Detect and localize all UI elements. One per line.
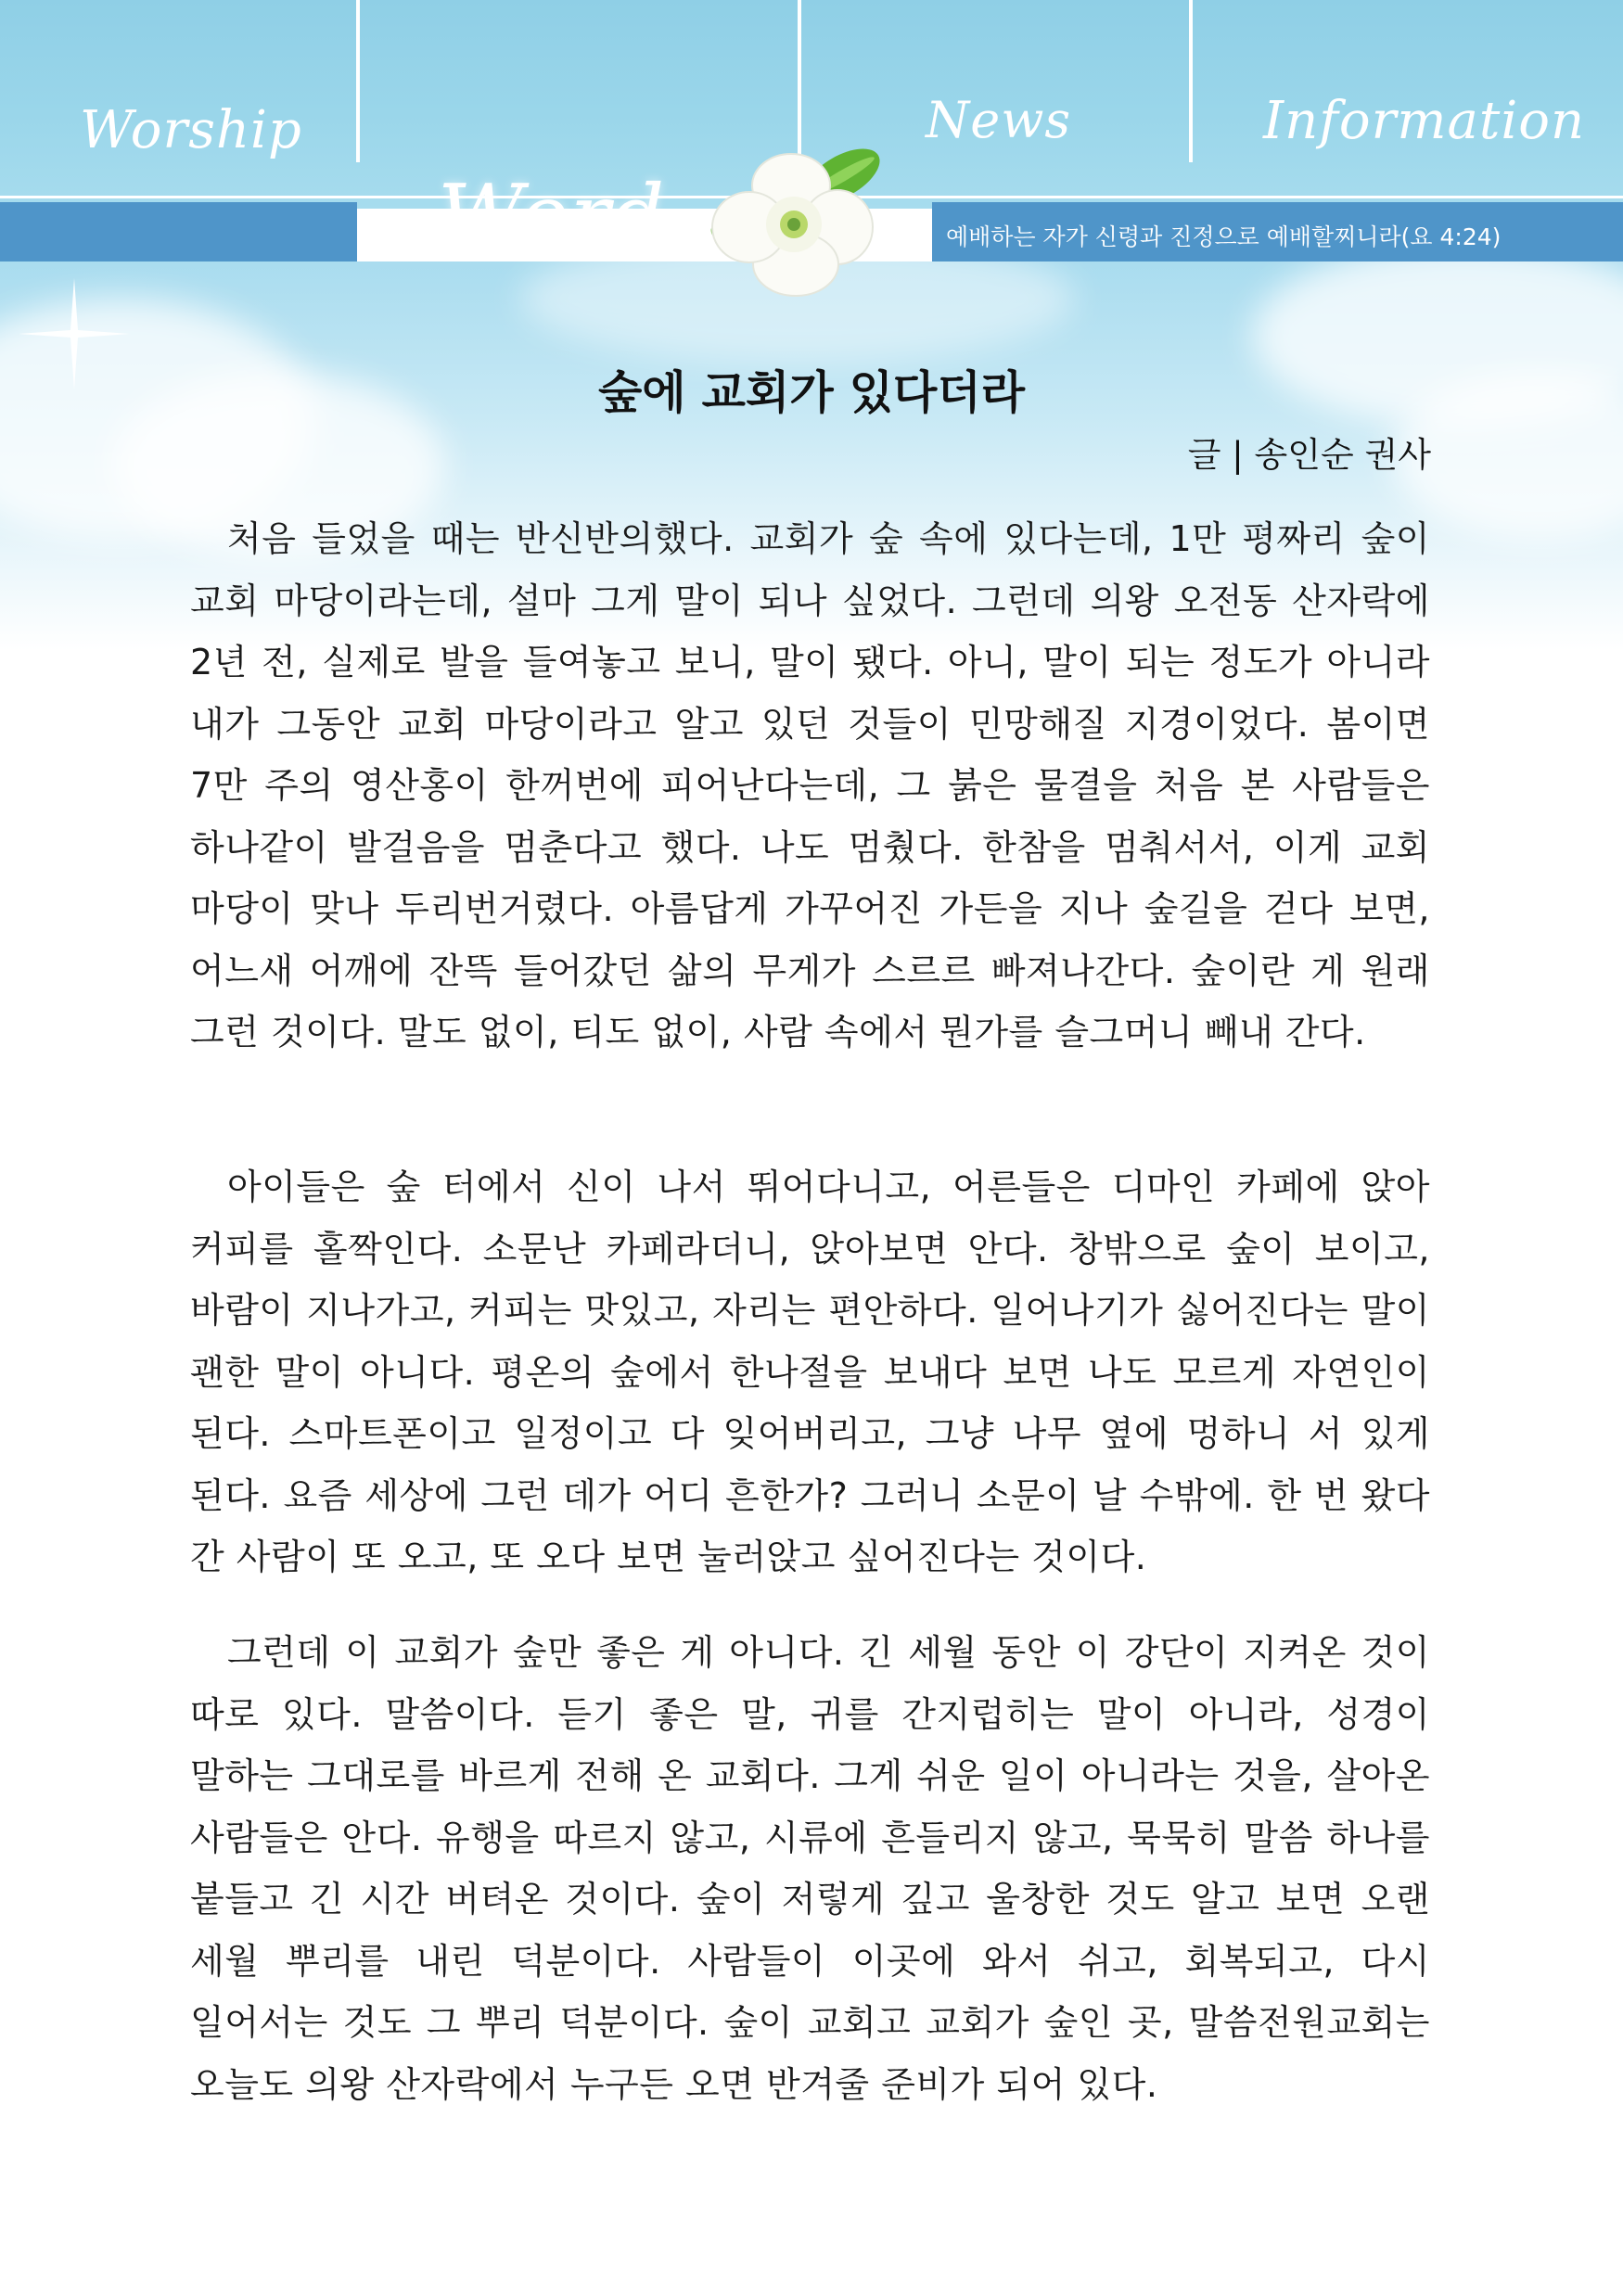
banner-divider <box>798 0 801 162</box>
article-paragraph: 아이들은 숲 터에서 신이 나서 뛰어다니고, 어른들은 디마인 카페에 앉아 커피를 홀짝인다. 소문난 카페라더니, 앉아보면 안다. 창밖으로 숲이 보이고, 바람이 지나가고, 커피는 맛있고, 자리는 편안하다. 일어나기가 싫어진다는 말이 괜한 말이 아니다. 평온의 숲에서 한나절을 보내다 보면 나도 모르게 자연인이 된다. 스마트폰이고 일정이고 다 잊어버리고, 그냥 나무 옆에 멍하니 서 있게 된다. 요즘 세상에 그런 데가 어디 흔한가? 그러니 소문이 날 수밖에. 한 번 왔다 간 사람이 또 오고, 또 오다 보면 눌러앉고 싶어진다는 것이다. <box>190 1167 1430 1577</box>
nav-information[interactable]: Information <box>1263 91 1586 151</box>
nav-news[interactable]: News <box>926 91 1072 149</box>
flower-icon <box>703 139 898 306</box>
nav-worship[interactable]: Worship <box>80 100 302 160</box>
banner-divider <box>1189 0 1193 162</box>
article-byline: 글 | 송인순 권사 <box>1187 435 1431 475</box>
header-verse: 예배하는 자가 신령과 진정으로 예배할찌니라(요 4:24) <box>946 223 1502 250</box>
article-paragraph: 처음 들었을 때는 반신반의했다. 교회가 숲 속에 있다는데, 1만 평짜리 숲이 교회 마당이라는데, 설마 그게 말이 되나 싶었다. 그런데 의왕 오전동 산자락에 2년 전, 실제로 발을 들여놓고 보니, 말이 됐다. 아니, 말이 되는 정도가 아니라 내가 그동안 교회 마당이라고 알고 있던 것들이 민망해질 지경이었다. 봄이면 7만 주의 영산홍이 한꺼번에 피어난다는데, 그 붉은 물결을 처음 본 사람들은 하나같이 발걸음을 멈춘다고 했다. 나도 멈췄다. 한참을 멈춰서서, 이게 교회 마당이 맞나 두리번거렸다. 아름답게 가꾸어진 가든을 지나 숲길을 걷다 보면, 어느새 어깨에 잔뜩 들어갔던 삶의 무게가 스르르 빠져나간다. 숲이란 게 원래 그런 것이다. 말도 없이, 티도 없이, 사람 속에서 뭔가를 슬그머니 빼내 간다. <box>190 518 1430 1052</box>
nav-word[interactable]: Word <box>438 167 666 264</box>
article-paragraph: 그런데 이 교회가 숲만 좋은 게 아니다. 긴 세월 동안 이 강단이 지켜온 것이 따로 있다. 말씀이다. 듣기 좋은 말, 귀를 간지럽히는 말이 아니라, 성경이 말하는 그대로를 바르게 전해 온 교회다. 그게 쉬운 일이 아니라는 것을, 살아온 사람들은 안다. 유행을 따르지 않고, 시류에 흔들리지 않고, 묵묵히 말씀 하나를 붙들고 긴 시간 버텨온 것이다. 숲이 저렇게 깊고 울창한 것도 알고 보면 오랜 세월 뿌리를 내린 덕분이다. 사람들이 이곳에 와서 쉬고, 회복되고, 다시 일어서는 것도 그 뿌리 덕분이다. 숲이 교회고 교회가 숲인 곳, 말씀전원교회는 오늘도 의왕 산자락에서 누구든 오면 반겨줄 준비가 되어 있다. <box>190 1632 1430 2105</box>
article-title: 숲에 교회가 있다더라 <box>597 366 1026 419</box>
banner-divider <box>356 0 360 162</box>
banner-strip-left <box>0 202 357 261</box>
